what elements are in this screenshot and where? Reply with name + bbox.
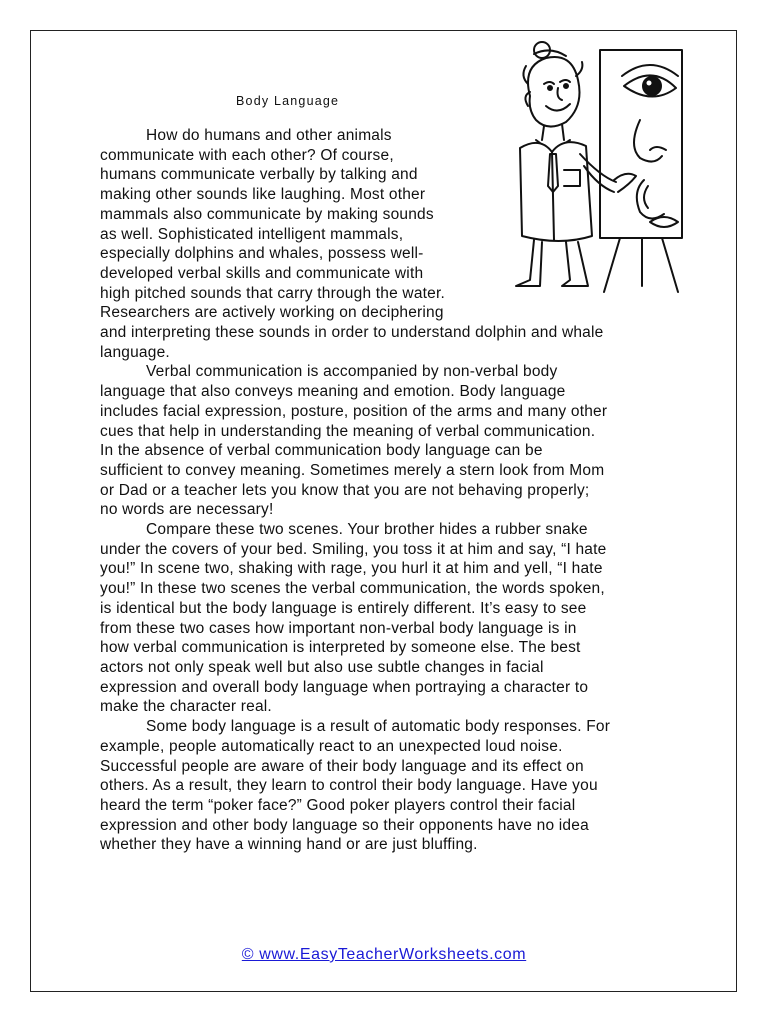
text-line: or Dad or a teacher lets you know that you are not behaving properly; bbox=[100, 481, 590, 499]
document-title: Body Language bbox=[236, 94, 340, 108]
text-line: as well. Sophisticated intelligent mammals, bbox=[100, 225, 404, 243]
text-line: make the character real. bbox=[100, 698, 272, 716]
text-line: developed verbal skills and communicate with bbox=[100, 264, 424, 282]
text-line: language that also conveys meaning and emotion. Body language bbox=[100, 383, 566, 401]
text-line: expression and overall body language when portraying a character to bbox=[100, 678, 589, 696]
text-line: Some body language is a result of automatic body responses. For bbox=[146, 718, 611, 736]
text-line: and interpreting these sounds in order to understand dolphin and whale bbox=[100, 324, 604, 342]
text-line: Verbal communication is accompanied by non-verbal body bbox=[146, 363, 558, 381]
text-line: you!” In these two scenes the verbal communication, the words spoken, bbox=[100, 580, 605, 598]
text-line: actors not only speak well but also use subtle changes in facial bbox=[100, 658, 544, 676]
text-line: how verbal communication is interpreted by someone else. The best bbox=[100, 639, 581, 657]
text-line: is identical but the body language is entirely different. It’s easy to see bbox=[100, 599, 587, 617]
text-line: language. bbox=[100, 343, 170, 361]
document-body bbox=[100, 126, 680, 855]
text-line: especially dolphins and whales, possess well- bbox=[100, 245, 424, 263]
text-line: In the absence of verbal communication body language can be bbox=[100, 442, 543, 460]
text-line: cues that help in understanding the meaning of verbal communication. bbox=[100, 422, 596, 440]
text-line: humans communicate verbally by talking and bbox=[100, 166, 418, 184]
text-line: sufficient to convey meaning. Sometimes merely a stern look from Mom bbox=[100, 461, 605, 479]
text-line: making other sounds like laughing. Most other bbox=[100, 186, 426, 204]
text-line: Researchers are actively working on deciphering bbox=[100, 304, 444, 322]
text-line: communicate with each other? Of course, bbox=[100, 146, 394, 164]
text-line: you!” In scene two, shaking with rage, you hurl it at him and yell, “I hate bbox=[100, 560, 603, 578]
text-line: How do humans and other animals bbox=[146, 127, 392, 144]
text-line: Compare these two scenes. Your brother hides a rubber snake bbox=[146, 521, 588, 539]
text-line: from these two cases how important non-verbal body language is in bbox=[100, 619, 577, 637]
text-line: whether they have a winning hand or are just bluffing. bbox=[100, 836, 478, 854]
text-line: under the covers of your bed. Smiling, you toss it at him and say, “I hate bbox=[100, 540, 607, 558]
text-line: high pitched sounds that carry through the water. bbox=[100, 284, 445, 302]
text-line: expression and other body language so their opponents have no idea bbox=[100, 816, 589, 834]
text-line: example, people automatically react to an unexpected loud noise. bbox=[100, 737, 563, 755]
text-line: includes facial expression, posture, position of the arms and many other bbox=[100, 402, 608, 420]
text-line: no words are necessary! bbox=[100, 501, 274, 519]
text-line: Successful people are aware of their body language and its effect on bbox=[100, 757, 584, 775]
text-line: heard the term “poker face?” Good poker players control their facial bbox=[100, 796, 576, 814]
text-line: others. As a result, they learn to control their body language. Have you bbox=[100, 777, 598, 795]
text-line: mammals also communicate by making sounds bbox=[100, 205, 434, 223]
website-link[interactable]: © www.EasyTeacherWorksheets.com bbox=[241, 946, 527, 963]
